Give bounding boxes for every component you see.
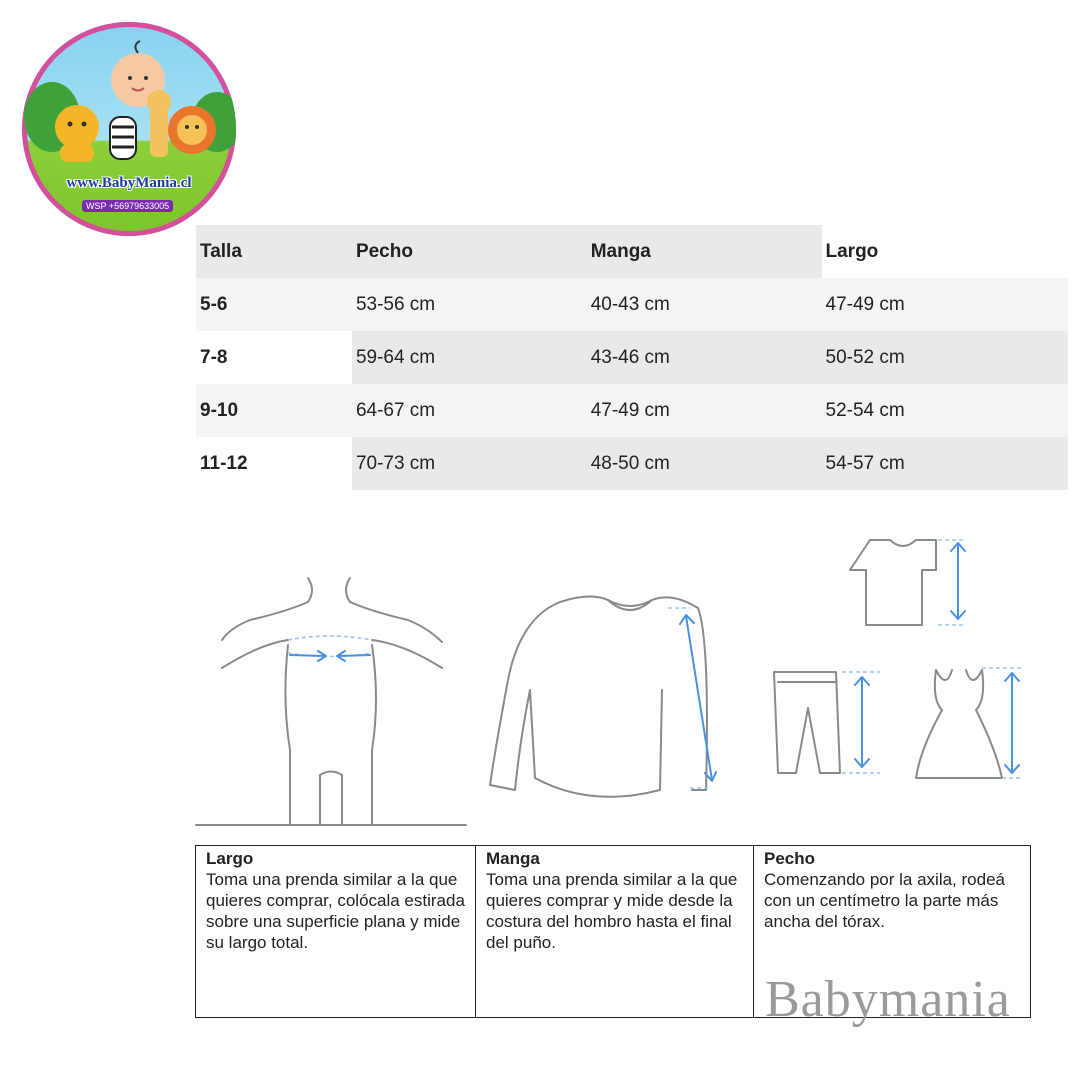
babymania-logo	[22, 22, 236, 236]
table-row	[196, 384, 1068, 437]
table-row	[196, 331, 1068, 384]
cell-talla: 11-12	[196, 437, 352, 490]
header-largo: Largo	[822, 225, 1069, 278]
measurement-illustrations	[190, 520, 1060, 830]
table-header-row	[196, 225, 1068, 278]
babymania-watermark: Babymania	[765, 971, 1011, 1028]
body-chest-measure-icon	[196, 578, 466, 825]
cell-talla: 5-6	[196, 278, 352, 331]
logo-phone-badge: WSP +56979633005	[82, 200, 173, 212]
pants-icon	[774, 672, 840, 773]
dress-icon	[916, 670, 1002, 778]
tshirt-icon	[850, 540, 936, 625]
instruction-largo	[196, 846, 475, 1017]
cell-manga: 40-43 cm	[587, 278, 822, 331]
cell-largo: 50-52 cm	[822, 331, 1069, 384]
cell-largo: 47-49 cm	[822, 278, 1069, 331]
cell-manga: 48-50 cm	[587, 437, 822, 490]
instruction-text: Toma una prenda similar a la que quieres comprar, colócala estirada sobre una superficie plana y mide su largo total.	[206, 869, 465, 952]
sweater-sleeve-measure-icon	[490, 596, 707, 796]
table-row	[196, 437, 1068, 490]
instruction-title: Manga	[486, 849, 540, 868]
header-talla: Talla	[196, 225, 352, 278]
cell-talla: 9-10	[196, 384, 352, 437]
instruction-text: Comenzando por la axila, rodeá con un centímetro la parte más ancha del tórax.	[764, 869, 1005, 931]
instruction-title: Largo	[206, 849, 254, 868]
header-pecho: Pecho	[352, 225, 587, 278]
instruction-title: Pecho	[764, 849, 816, 868]
cell-largo: 52-54 cm	[822, 384, 1069, 437]
cell-pecho: 59-64 cm	[352, 331, 587, 384]
cell-pecho: 70-73 cm	[352, 437, 587, 490]
instruction-manga	[475, 846, 753, 1017]
cell-largo: 54-57 cm	[822, 437, 1069, 490]
cell-manga: 47-49 cm	[587, 384, 822, 437]
cell-talla: 7-8	[196, 331, 352, 384]
table-row	[196, 278, 1068, 331]
instruction-text: Toma una prenda similar a la que quieres comprar y mide desde la costura del hombro hasta el final del puño.	[486, 869, 738, 952]
size-chart-table	[196, 225, 1068, 490]
cell-pecho: 64-67 cm	[352, 384, 587, 437]
cell-pecho: 53-56 cm	[352, 278, 587, 331]
header-manga: Manga	[587, 225, 822, 278]
cell-manga: 43-46 cm	[587, 331, 822, 384]
logo-url-text: www.BabyMania.cl	[66, 175, 192, 191]
